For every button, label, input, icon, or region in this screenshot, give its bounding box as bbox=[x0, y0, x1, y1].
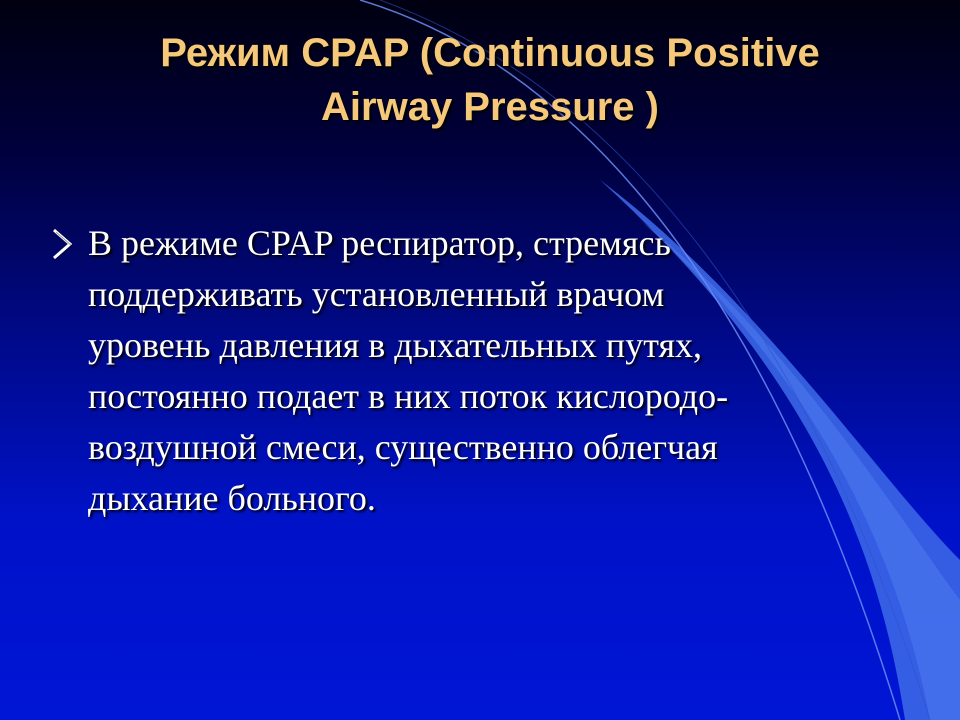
title-line-1: Режим CPAP (Continuous Positive bbox=[160, 31, 820, 75]
bullet-line-2: поддерживать установленный врачом bbox=[88, 274, 665, 314]
bullet-line-1: В режиме CPAP респиратор, стремясь bbox=[88, 223, 671, 263]
arrow-bullet-icon bbox=[50, 226, 76, 262]
slide-title bbox=[40, 26, 940, 134]
title-line-2: Airway Pressure ) bbox=[321, 85, 659, 129]
bullet-line-5: воздушной смеси, существенно облегчая bbox=[88, 427, 718, 467]
bullet-line-6: дыхание больного. bbox=[88, 478, 376, 518]
bullet-line-4: постоянно подает в них поток кислородо- bbox=[88, 376, 729, 416]
bullet-text bbox=[88, 218, 868, 524]
bullet-line-3: уровень давления в дыхательных путях, bbox=[88, 325, 703, 365]
